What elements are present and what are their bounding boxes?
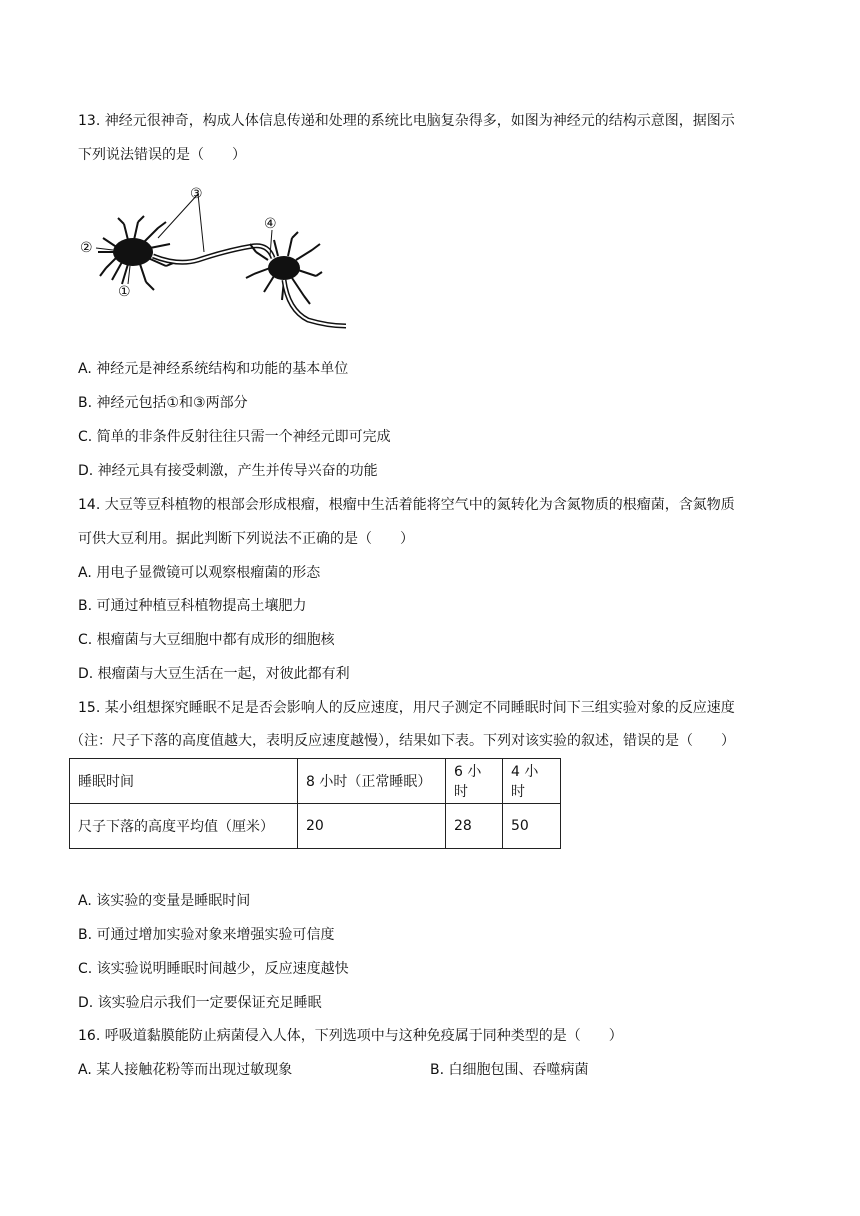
q13-option-b: B. 神经元包括①和③两部分 <box>78 395 248 411</box>
label-1: ① <box>118 284 131 300</box>
q13-option-d: D. 神经元具有接受刺激，产生并传导兴奋的功能 <box>78 463 378 479</box>
cell-body-2 <box>268 256 300 280</box>
q16-option-b: B. 白细胞包围、吞噬病菌 <box>430 1062 589 1078</box>
cell-body-1 <box>113 238 153 266</box>
q15-stem-line1: 15. 某小组想探究睡眠不足是否会影响人的反应速度，用尺子测定不同睡眠时间下三组实验对象的反应速度 <box>78 700 735 716</box>
q13-stem-line2: 下列说法错误的是（ ） <box>78 147 246 163</box>
q16-option-a: A. 某人接触花粉等而出现过敏现象 <box>78 1062 293 1078</box>
label-4: ④ <box>264 216 277 232</box>
q15-option-b: B. 可通过增加实验对象来增强实验可信度 <box>78 927 335 943</box>
q14-stem-line1: 14. 大豆等豆科植物的根部会形成根瘤，根瘤中生活着能将空气中的氮转化为含氮物质的根瘤菌，含氮物质 <box>78 497 735 513</box>
q15-stem-line2: （注：尺子下落的高度值越大，表明反应速度越慢），结果如下表。下列对该实验的叙述，错误的是（ ） <box>70 733 735 749</box>
axon <box>153 246 273 263</box>
q14-option-d: D. 根瘤菌与大豆生活在一起，对彼此都有利 <box>78 666 350 682</box>
table-row <box>70 759 561 804</box>
q14-option-b: B. 可通过种植豆科植物提高土壤肥力 <box>78 598 307 614</box>
table-cell: 8 小时（正常睡眠） <box>298 759 446 804</box>
q14-option-a: A. 用电子显微镜可以观察根瘤菌的形态 <box>78 565 321 581</box>
label-2: ② <box>80 240 93 256</box>
sleep-data-table <box>69 758 561 849</box>
table-cell: 28 <box>446 804 503 849</box>
label-3: ③ <box>190 186 203 202</box>
table-cell: 睡眠时间 <box>70 759 298 804</box>
output-axon <box>284 280 346 326</box>
q13-stem-line1: 13. 神经元很神奇，构成人体信息传递和处理的系统比电脑复杂得多，如图为神经元的结构示意图，据图示 <box>78 113 735 129</box>
table-row <box>70 804 561 849</box>
q15-option-d: D. 该实验启示我们一定要保证充足睡眠 <box>78 995 322 1011</box>
table-cell: 6 小时 <box>446 759 503 804</box>
table-cell: 尺子下落的高度平均值（厘米） <box>70 804 298 849</box>
q16-stem: 16. 呼吸道黏膜能防止病菌侵入人体，下列选项中与这种免疫属于同种类型的是（ ） <box>78 1028 623 1044</box>
q14-stem-line2: 可供大豆利用。据此判断下列说法不正确的是（ ） <box>78 531 414 547</box>
q15-option-a: A. 该实验的变量是睡眠时间 <box>78 893 251 909</box>
q15-option-c: C. 该实验说明睡眠时间越少，反应速度越快 <box>78 961 349 977</box>
neuron-diagram <box>78 186 358 340</box>
table-cell: 20 <box>298 804 446 849</box>
table-cell: 4 小时 <box>503 759 561 804</box>
q13-option-a: A. 神经元是神经系统结构和功能的基本单位 <box>78 361 349 377</box>
table-cell: 50 <box>503 804 561 849</box>
q13-option-c: C. 简单的非条件反射往往只需一个神经元即可完成 <box>78 429 391 445</box>
q14-option-c: C. 根瘤菌与大豆细胞中都有成形的细胞核 <box>78 632 335 648</box>
